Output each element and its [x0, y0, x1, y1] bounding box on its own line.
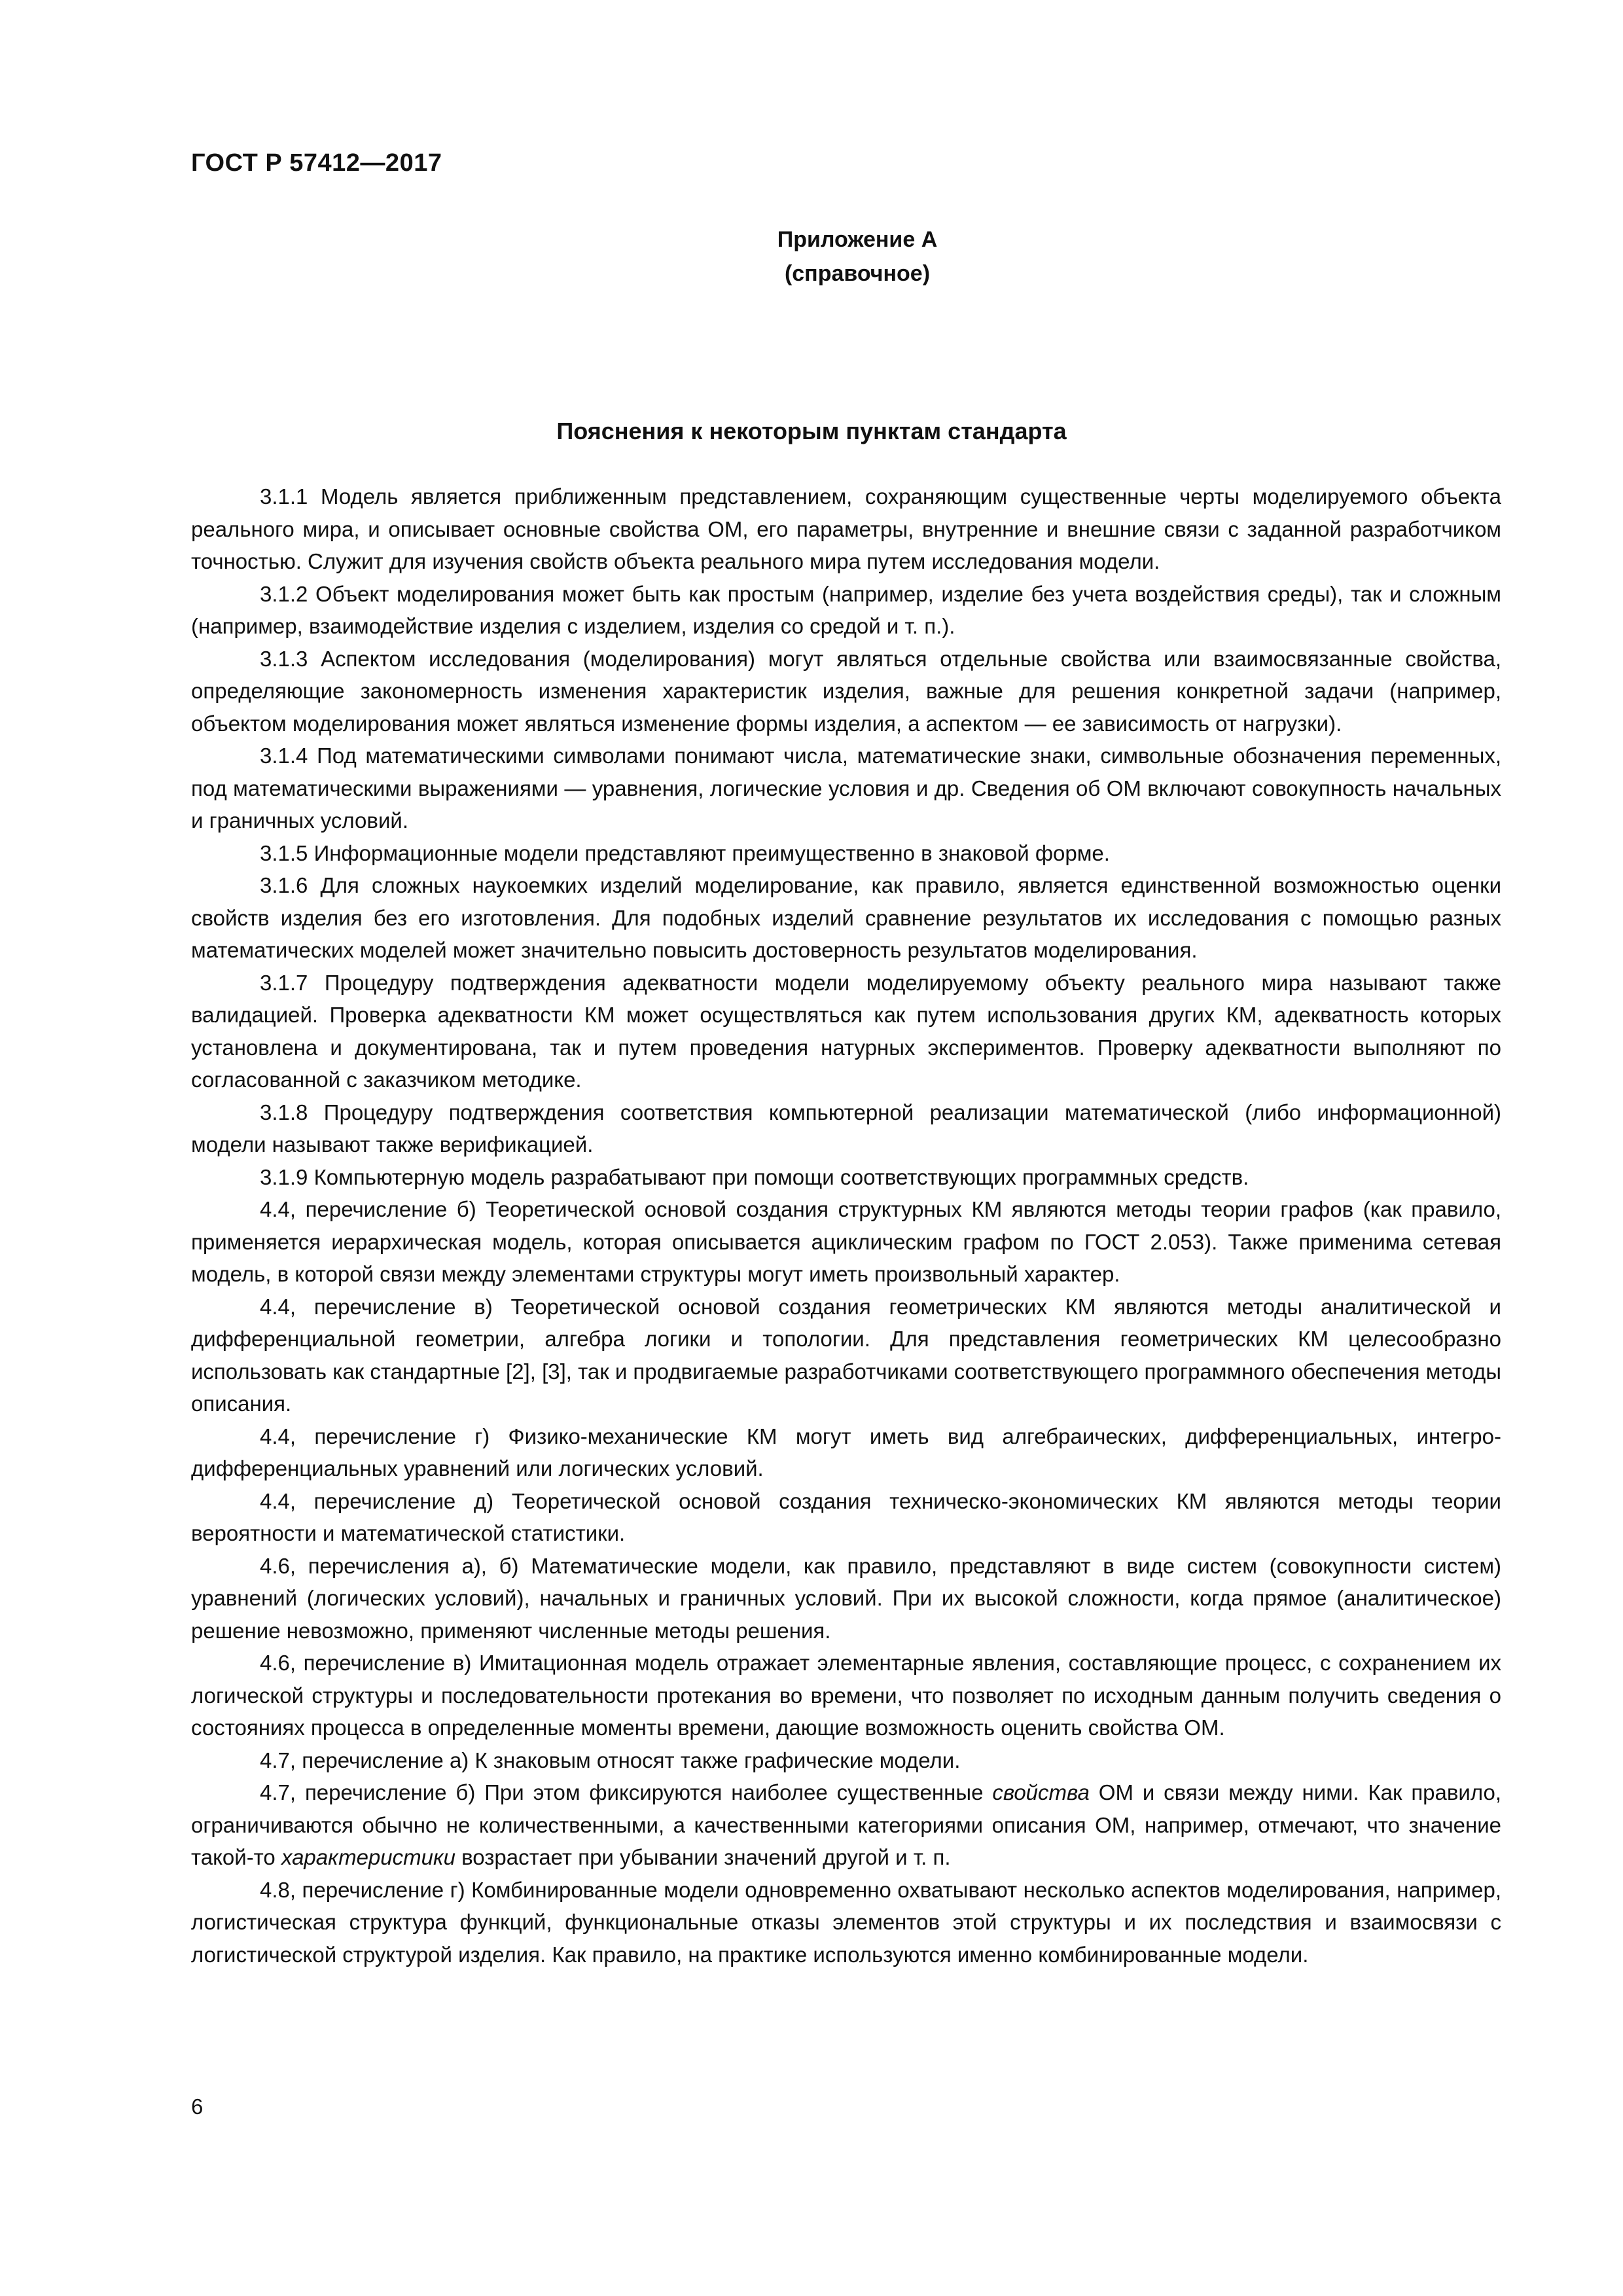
italic-term-properties: свойства — [992, 1780, 1090, 1804]
paragraph-3-1-1: 3.1.1 Модель является приближенным представлением, сохраняющим существенные черты моделируемого объекта реального мира, и описывает основные свойства ОМ, его параметры, внутренние и внешние связи с заданной разработчиком точностью. Служит для изучения свойств объекта реального мира путем исследования модели. — [191, 484, 1501, 573]
paragraph-4-4-g: 4.4, перечисление г) Физико-механические КМ могут иметь вид алгебраических, дифференциальных, интегро-дифференциальных уравнений или логических условий. — [191, 1424, 1501, 1480]
paragraph-4-4-b: 4.4, перечисление б) Теоретической основой создания структурных КМ являются методы теории графов (как правило, применяется иерархическая модель, которая описывается ациклическим графом по ГОСТ 2.053). Также применима сетевая модель, в которой связи между элементами структуры могут иметь произвольный характер. — [191, 1197, 1501, 1286]
paragraph-3-1-9: 3.1.9 Компьютерную модель разрабатывают при помощи соответствующих программных средств. — [260, 1164, 1249, 1189]
paragraph-4-7-b-part-b: ОМ и связи между ними. Как правило, ограничиваются обычно не количественными, а качественными категориями описания ОМ, например, отмечают, что значение такой-то — [191, 1780, 1502, 1869]
paragraph-3-1-2: 3.1.2 Объект моделирования может быть как простым (например, изделие без учета воздействия среды), так и сложным (например, взаимодействие изделия с изделием, изделия со средой и т. п.). — [191, 581, 1501, 638]
paragraph-4-7-b-part-a: 4.7, перечисление б) При этом фиксируются наиболее существенные — [260, 1780, 993, 1804]
body-text — [191, 480, 1501, 1971]
paragraph-4-4-v: 4.4, перечисление в) Теоретической основой создания геометрических КМ являются методы аналитической и дифференциальной геометрии, алгебра логики и топологии. Для представления геометрических КМ целесообразно использовать как стандартные [2], [3], так и продвигаемые разработчиками соответствующего программного обеспечения методы описания. — [191, 1294, 1501, 1416]
page-number: 6 — [191, 2094, 204, 2119]
paragraph-3-1-8: 3.1.8 Процедуру подтверждения соответствия компьютерной реализации математической (либо информационной) модели называют также верификацией. — [191, 1100, 1501, 1157]
paragraph-4-4-d: 4.4, перечисление д) Теоретической основой создания техническо-экономических КМ являются методы теории вероятности и математической статистики. — [191, 1488, 1501, 1545]
paragraph-4-6-v: 4.6, перечисление в) Имитационная модель отражает элементарные явления, составляющие процесс, с сохранением их логической структуры и последовательности протекания во времени, что позволяет по исходным данным получить сведения о состояниях процесса в определенные моменты времени, дающие возможность оценить свойства ОМ. — [191, 1651, 1501, 1740]
paragraph-3-1-7: 3.1.7 Процедуру подтверждения адекватности модели моделируемому объекту реального мира называют также валидацией. Проверка адекватности КМ может осуществляться как путем использования других КМ, адекватность которых установлена и документирована, так и путем проведения натурных экспериментов. Проверку адекватности выполняют по согласованной с заказчиком методике. — [191, 970, 1501, 1092]
paragraph-3-1-3: 3.1.3 Аспектом исследования (моделирования) могут являться отдельные свойства или взаимосвязанные свойства, определяющие закономерность изменения характеристик изделия, важные для решения конкретной задачи (например, объектом моделирования может являться изменение формы изделия, а аспектом — ее зависимость от нагрузки). — [191, 646, 1501, 736]
paragraph-4-8-g: 4.8, перечисление г) Комбинированные модели одновременно охватывают несколько аспектов моделирования, например, логистическая структура функций, функциональные отказы элементов этой структуры и их последствия и взаимосвязи с логистической структурой изделия. Как правило, на практике используются именно комбинированные модели. — [191, 1877, 1501, 1967]
paragraph-3-1-6: 3.1.6 Для сложных наукоемких изделий моделирование, как правило, является единственной возможностью оценки свойств изделия без его изготовления. Для подобных изделий сравнение результатов их исследования с помощью разных математических моделей может значительно повысить достоверность результатов моделирования. — [191, 873, 1501, 962]
paragraph-4-7-b-part-c: возрастает при убывании значений другой и т. п. — [455, 1845, 951, 1869]
italic-term-characteristic: характеристики — [281, 1845, 455, 1869]
paragraph-4-6-ab: 4.6, перечисления а), б) Математические модели, как правило, представляют в виде систем (совокупности систем) уравнений (логических условий), начальных и граничных условий. При их высокой сложности, когда прямое (аналитическое) решение невозможно, применяют численные методы решения. — [191, 1553, 1501, 1643]
paragraph-4-7-a: 4.7, перечисление а) К знаковым относят также графические модели. — [260, 1748, 961, 1772]
appendix-heading — [0, 223, 1623, 291]
appendix-subtitle: (справочное) — [784, 261, 931, 286]
paragraph-4-7-b — [191, 1776, 1501, 1874]
appendix-title: Приложение А — [777, 227, 938, 252]
paragraph-3-1-5: 3.1.5 Информационные модели представляют преимущественно в знаковой форме. — [260, 840, 1110, 865]
document-header: ГОСТ Р 57412—2017 — [191, 149, 442, 177]
paragraph-3-1-4: 3.1.4 Под математическими символами понимают числа, математические знаки, символьные обозначения переменных, под математическими выражениями — уравнения, логические условия и др. Сведения об ОМ включают совокупность начальных и граничных условий. — [191, 744, 1501, 833]
section-title: Пояснения к некоторым пунктам стандарта — [556, 418, 1067, 444]
